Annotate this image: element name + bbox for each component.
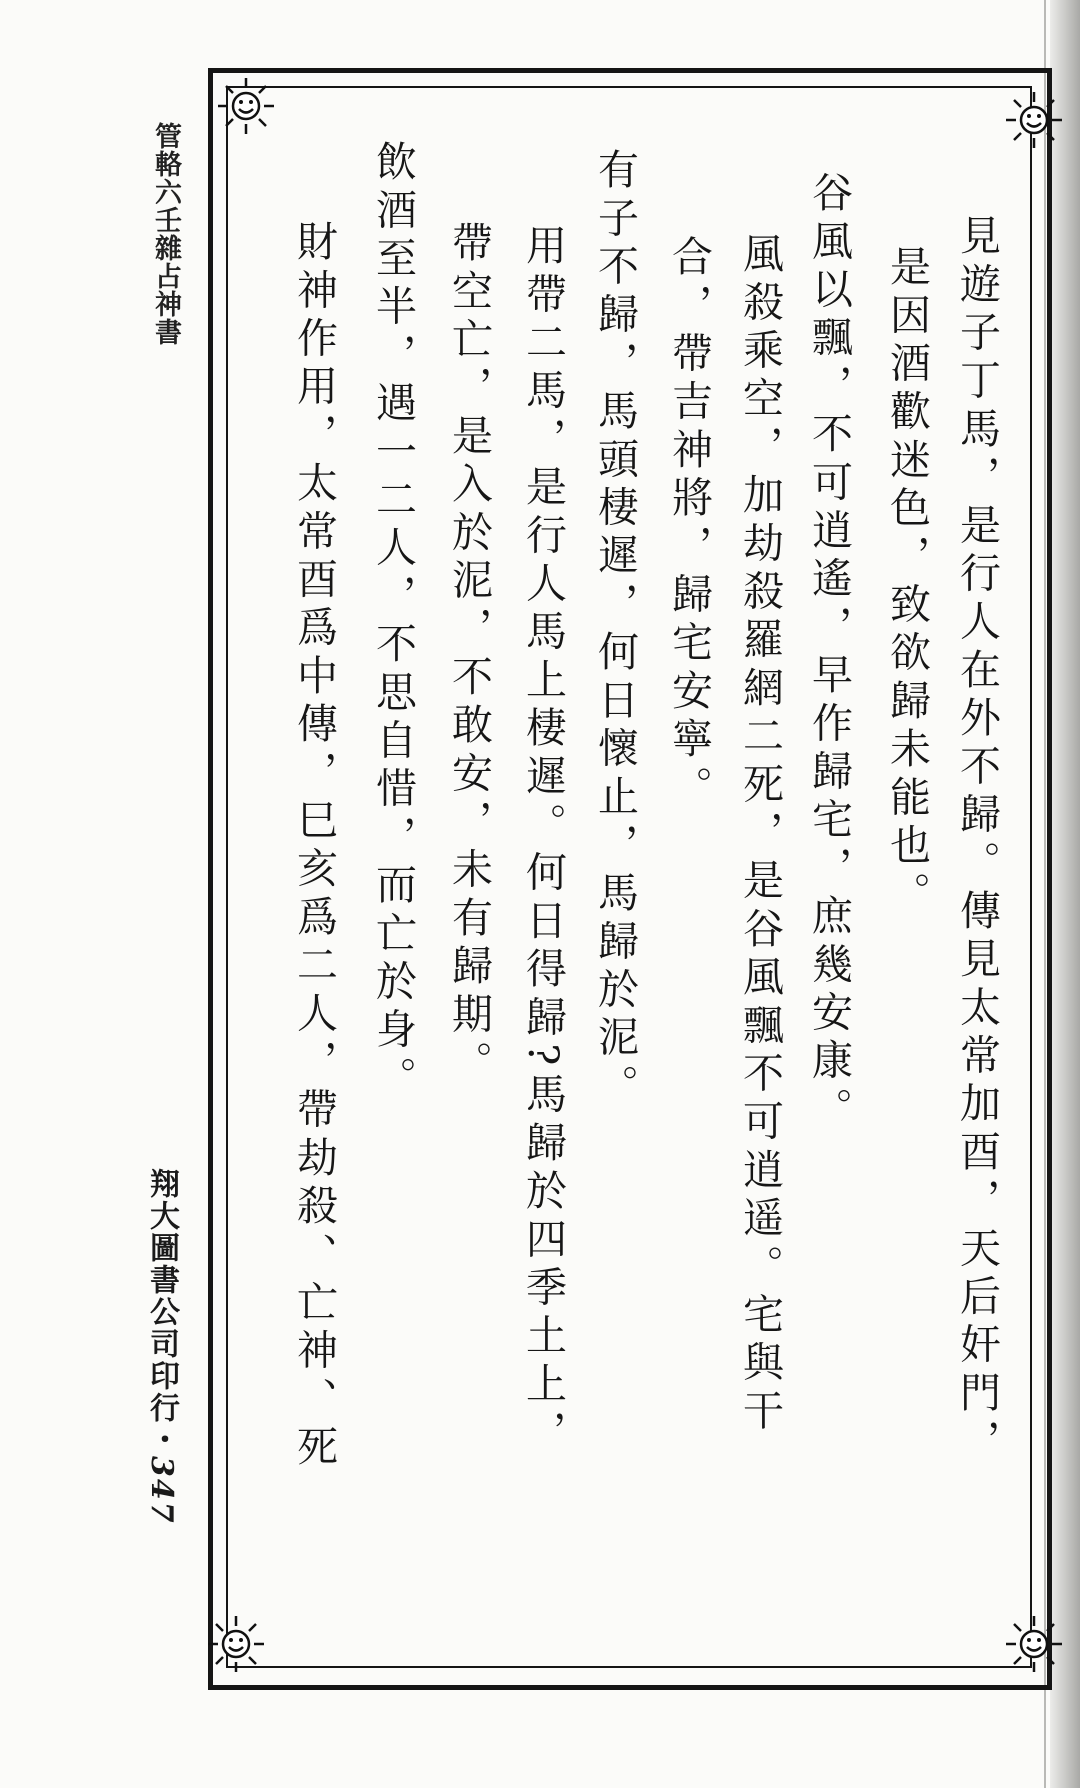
running-title: 管輅六壬雜占神書 (150, 122, 181, 346)
text-column: 財神作用，太常酉爲中傳，巳亥爲二人，帶劫殺、亡神、死 (290, 220, 338, 1474)
text-column: 是因酒歡迷色，致欲歸未能也。 (883, 245, 931, 920)
publisher-name: 翔大圖書公司印行・ (144, 1168, 179, 1456)
sun-face-icon (214, 74, 278, 138)
text-column: 見遊子丁馬，是行人在外不歸。傳見太常加酉，天后奸門， (953, 214, 1001, 1468)
text-column: 用帶二馬，是行人馬上棲遲。何日得歸?馬歸於四季土上， (519, 224, 567, 1459)
text-column: 合，帶吉神將，歸宅安寧。 (665, 235, 713, 814)
page-edge-shadow (1050, 0, 1080, 1788)
text-column: 谷風以飄，不可逍遙，早作歸宅，庶幾安康。 (805, 171, 853, 1135)
publisher-footer (139, 1168, 183, 1525)
sun-face-icon (1002, 1612, 1066, 1676)
text-column: 風殺乘空，加劫殺羅網二死，是谷風飄不可逍遥。宅與干 (736, 232, 784, 1437)
page-number: 347 (144, 1456, 179, 1525)
sun-face-icon (204, 1612, 268, 1676)
text-column: 有子不歸，馬頭棲遲，何日懷止，馬歸於泥。 (591, 148, 639, 1112)
text-column: 飲酒至半，遇一二人，不思自惜，而亡於身。 (369, 140, 417, 1104)
sun-face-icon (1002, 88, 1066, 152)
text-column: 帶空亡，是入於泥，不敢安，未有歸期。 (445, 221, 493, 1089)
